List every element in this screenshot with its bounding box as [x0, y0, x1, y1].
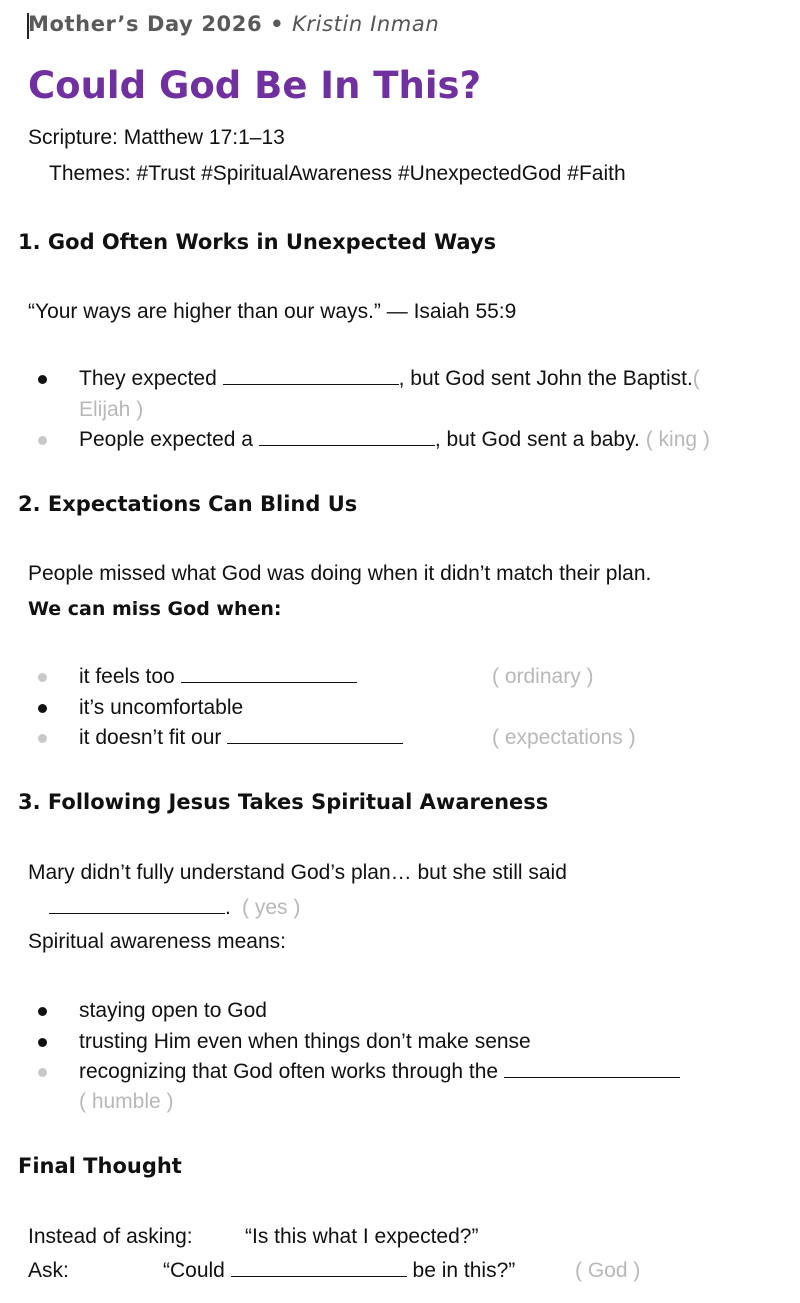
item-text: it doesn’t fit our [79, 726, 228, 749]
period: . [225, 896, 231, 919]
section3-heading: 3. Following Jesus Takes Spiritual Awareness [18, 790, 549, 814]
item-text: , but God sent a baby. [434, 428, 640, 451]
bullet-dot [38, 734, 47, 743]
header-title: Mother’s Day 2026 [28, 12, 263, 36]
section1-heading: 1. God Often Works in Unexpected Ways [18, 230, 497, 254]
section1-quote: “Your ways are higher than our ways.” — Isaiah 55:9 [28, 300, 517, 323]
item-text: recognizing that God often works through the [79, 1060, 504, 1083]
bullet-dot [38, 673, 47, 682]
bullet-dot [38, 375, 47, 384]
header-separator: • [270, 12, 285, 36]
answer-hint: ( king ) [645, 428, 710, 451]
bullet-dot [38, 1007, 47, 1016]
bullet-dot [38, 436, 47, 445]
fill-in-blank [231, 1260, 407, 1277]
ask-text: be in this?” [406, 1259, 516, 1282]
header-author: Kristin Inman [292, 12, 440, 36]
section2-text: People missed what God was doing when it didn’t match their plan. [28, 562, 652, 585]
section2-heading: 2. Expectations Can Blind Us [18, 492, 358, 516]
section3-item-3 [79, 1060, 680, 1084]
answer-hint: ( expectations ) [492, 726, 636, 749]
instead-label: Instead of asking: [28, 1225, 193, 1248]
themes-line: Themes: #Trust #SpiritualAwareness #UnexpectedGod #Faith [49, 162, 626, 185]
answer-hint: ( ordinary ) [492, 665, 594, 688]
fill-in-blank [49, 897, 225, 914]
final-heading: Final Thought [18, 1154, 182, 1178]
answer-hint: ( humble ) [79, 1090, 174, 1113]
fill-in-blank [227, 727, 403, 744]
header-line [28, 12, 439, 36]
ask-text: “Could [163, 1259, 231, 1282]
section3-item-1: staying open to God [79, 999, 267, 1022]
fill-in-blank [223, 368, 399, 385]
bullet-dot [38, 1038, 47, 1047]
awareness-label: Spiritual awareness means: [28, 930, 286, 953]
ask-sentence [163, 1259, 515, 1283]
fill-in-blank [259, 429, 435, 446]
item-text: , but God sent John the Baptist. [398, 367, 693, 390]
section1-item-2 [79, 428, 710, 452]
item-text: They expected [79, 367, 223, 390]
sermon-title: Could God Be In This? [28, 64, 482, 107]
answer-hint: ( [692, 367, 700, 390]
section2-item-2: it’s uncomfortable [79, 696, 244, 719]
answer-hint: ( God ) [575, 1259, 641, 1282]
section3-blank-line [49, 896, 231, 920]
fill-in-blank [504, 1061, 680, 1078]
section1-item-1 [79, 367, 700, 391]
section1-item-1-hint: Elijah ) [79, 398, 144, 421]
item-text: it feels too [79, 665, 181, 688]
fill-in-blank [181, 666, 357, 683]
section3-item-2: trusting Him even when things don’t make sense [79, 1030, 531, 1053]
bullet-dot [38, 1068, 47, 1077]
section3-text: Mary didn’t fully understand God’s plan… but she still said [28, 861, 567, 884]
instead-quote: “Is this what I expected?” [245, 1225, 479, 1248]
section2-subheading: We can miss God when: [28, 598, 282, 620]
bullet-dot [38, 704, 47, 713]
answer-hint: ( yes ) [242, 896, 301, 919]
section2-item-1 [79, 665, 357, 689]
item-text: People expected a [79, 428, 259, 451]
scripture-reference: Scripture: Matthew 17:1–13 [28, 126, 285, 149]
section2-item-3 [79, 726, 403, 750]
ask-label: Ask: [28, 1259, 69, 1282]
